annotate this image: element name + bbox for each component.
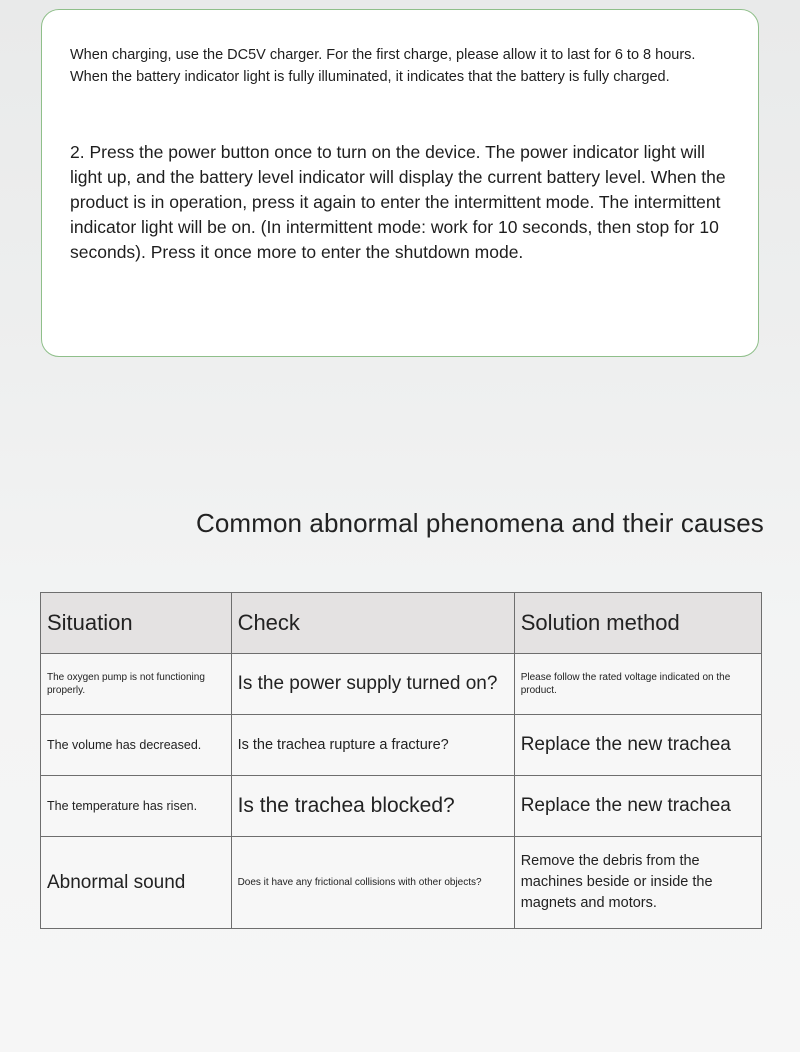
section-title: Common abnormal phenomena and their causes	[196, 508, 764, 538]
situation-cell: The temperature has risen.	[41, 776, 232, 837]
power-instructions: 2. Press the power button once to turn on the device. The power indicator light will light up, and the battery level indicator will display the current battery level. When the product is in operation, press it again to enter the intermittent mode. The intermittent indicator light will be on. (In intermittent mode: work for 10 seconds, then stop for 10 seconds). Press it once more to enter the shutdown mode.	[70, 142, 726, 262]
charging-instructions: When charging, use the DC5V charger. For the first charge, please allow it to last for 6 to 8 hours. When the battery indicator light is fully illuminated, it indicates that the battery is fully charged.	[70, 47, 696, 85]
header-check: Check	[231, 593, 514, 654]
table-row	[41, 837, 762, 929]
solution-cell: Please follow the rated voltage indicated on the product.	[514, 654, 761, 715]
solution-cell: Replace the new trachea	[514, 715, 761, 776]
header-solution: Solution method	[514, 593, 761, 654]
solution-cell: Remove the debris from the machines beside or inside the magnets and motors.	[514, 837, 761, 929]
instruction-card	[41, 9, 759, 357]
table-row	[41, 776, 762, 837]
situation-cell: Abnormal sound	[41, 837, 232, 929]
table-header-row	[41, 593, 762, 654]
table-row	[41, 715, 762, 776]
solution-cell: Replace the new trachea	[514, 776, 761, 837]
check-cell: Is the trachea rupture a fracture?	[231, 715, 514, 776]
header-situation: Situation	[41, 593, 232, 654]
situation-cell: The oxygen pump is not functioning properly.	[41, 654, 232, 715]
check-cell: Is the trachea blocked?	[231, 776, 514, 837]
table-row	[41, 654, 762, 715]
situation-cell: The volume has decreased.	[41, 715, 232, 776]
check-cell: Does it have any frictional collisions with other objects?	[231, 837, 514, 929]
check-cell: Is the power supply turned on?	[231, 654, 514, 715]
troubleshooting-table	[40, 592, 762, 929]
